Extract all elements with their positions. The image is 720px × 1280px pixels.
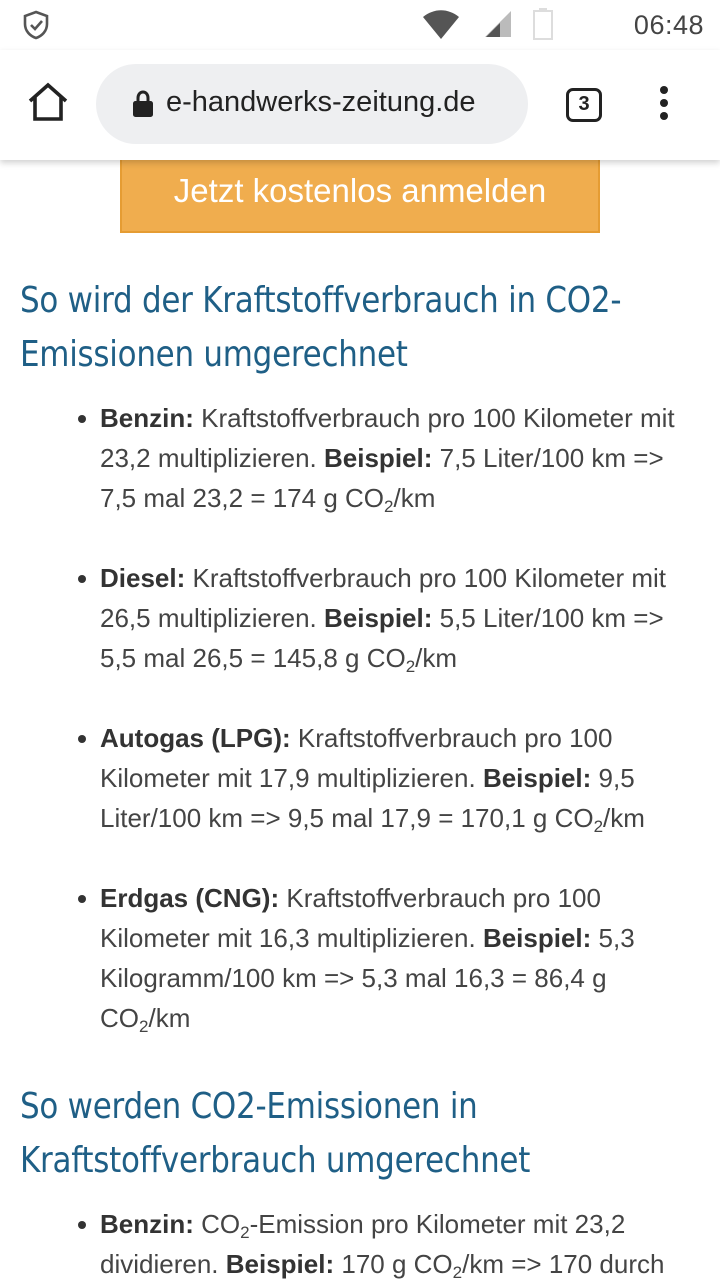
list-item: Autogas (LPG): Kraftstoffverbrauch pro 100 Kilometer mit 17,9 multiplizieren. Beispiel: 9,5 Liter/100 km => 9,5 mal 17,9 = 170,1 g $CO_2/km$ bbox=[100, 718, 700, 838]
home-icon[interactable] bbox=[26, 80, 70, 124]
lock-icon bbox=[132, 90, 154, 118]
more-vert-icon[interactable] bbox=[654, 86, 674, 126]
list-item: Benzin: $CO_2$-Emission pro Kilometer mit 23,2 dividieren. Beispiel: 170 g $CO_2/km => 170$ durch bbox=[100, 1204, 700, 1280]
section-heading-co2-to-consumption: So werden CO2-Emissionen in Kraftstoffverbrauch umgerechnet bbox=[20, 1086, 531, 1181]
list-item: Diesel: Kraftstoffverbrauch pro 100 Kilometer mit 26,5 multiplizieren. Beispiel: 5,5 Liter/100 km => 5,5 mal 26,5 = 145,8 g $CO_2/km$ bbox=[100, 558, 700, 678]
battery-icon bbox=[533, 8, 553, 40]
shield-check-icon bbox=[22, 10, 50, 40]
wifi-icon bbox=[422, 10, 460, 40]
section-heading-consumption-to-co2: So wird der Kraftstoffverbrauch in CO2-Emissionen umgerechnet bbox=[20, 280, 622, 375]
status-time: 06:48 bbox=[633, 10, 704, 40]
signal-icon bbox=[484, 10, 512, 38]
tabs-icon[interactable]: 3 bbox=[566, 88, 602, 122]
url-text: e-handwerks-zeitung.de bbox=[166, 86, 476, 118]
article-content bbox=[0, 160, 720, 1280]
browser-toolbar bbox=[0, 50, 720, 160]
signup-button[interactable]: Jetzt kostenlos anmelden bbox=[120, 160, 600, 233]
url-bar[interactable] bbox=[96, 64, 528, 144]
status-bar bbox=[0, 0, 720, 50]
list-item: Erdgas (CNG): Kraftstoffverbrauch pro 100 Kilometer mit 16,3 multiplizieren. Beispiel: 5,3 Kilogramm/100 km => 5,3 mal 16,3 = 86,4 g $CO_2/km$ bbox=[100, 878, 700, 1038]
list-item: Benzin: Kraftstoffverbrauch pro 100 Kilometer mit 23,2 multiplizieren. Beispiel: 7,5 Liter/100 km => 7,5 mal 23,2 = 174 g $CO_2/km$ bbox=[100, 398, 700, 518]
